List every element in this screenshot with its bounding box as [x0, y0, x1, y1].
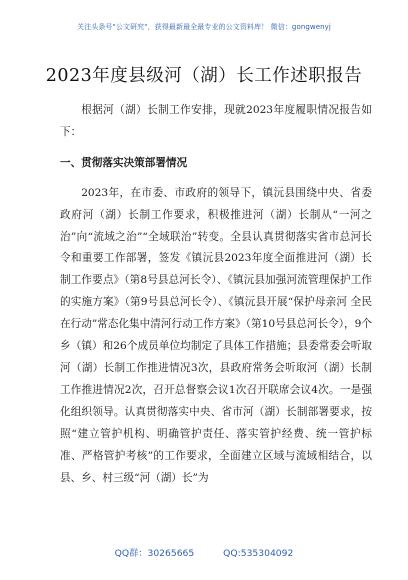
body-paragraph: 2023年，在市委、市政府的领导下，镇沅县围绕中央、省委政府河（湖）长制工作要求，积极推进河（湖）长制从“一河之治”向“流域之治”“全域联治”转变。全县认真贯彻落实省市总河长令和重要工作部署，签发《镇沅县2023年度全面推进河（湖）长制工作要点》（第8号县总河长令）、《镇沅县加强河流管理保护工作的实施方案》（第9号县总河长令）、《镇沅县开展“保护母亲河 全民在行动”常态化集中清河行动工作方案》（第10号县总河长令），9个乡（镇）和26个成员单位均制定了具体工作措施；县委常委会听取河（湖）长制工作推进情况3次，县政府常务会听取河（湖）长制工作推进情况2次，召开总督察会议1次召开联席会议4次。一是强化组织领导。认真贯彻落实中央、省市河（湖）长制部署要求，按照“建立管护机构、明确管护责任、落实管护经费、统一管护标准、严格管护考核”的工作要求，全面建立区域与流域相结合，以县、乡、村三级“河（湖）长”为: [60, 186, 372, 484]
footer-qq-number: QQ:535304092: [223, 548, 294, 559]
header-watermark-banner: 关注头条号"公文研究"，获得最新最全最专业的公文资料库！ 微信：gongwenyj: [77, 23, 331, 31]
footer-qq-group: QQ群：30265665: [114, 548, 195, 559]
section-heading: 一、贯彻落实决策部署情况: [60, 156, 188, 169]
document-title: 2023年度县级河（湖）长工作述职报告: [45, 66, 363, 86]
footer-watermark: [0, 545, 408, 559]
document-body: [60, 100, 372, 489]
intro-paragraph: 根据河（湖）长制工作安排，现就2023年度履职情况报告如下：: [60, 104, 372, 138]
